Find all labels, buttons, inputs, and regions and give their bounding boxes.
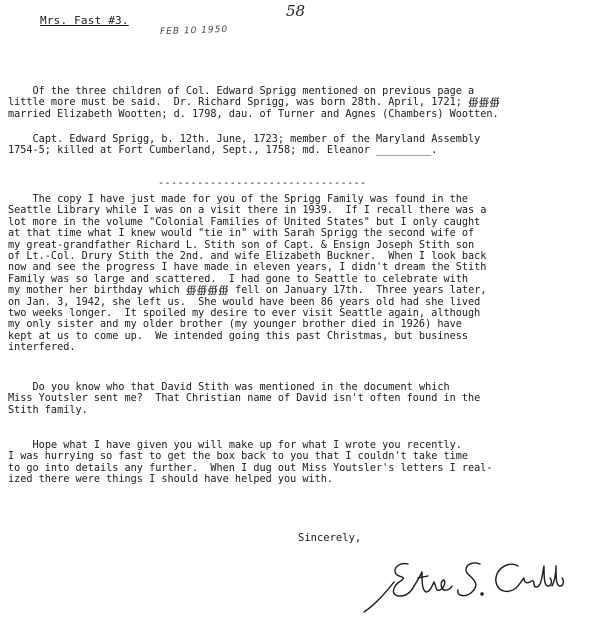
paragraph-david-stith: Do you know who that David Stith was mentioned in the document which Miss Youtsler sent me? That Christian name of David isn't often found in the Stith family. [8, 382, 481, 416]
closing-salutation: Sincerely, [298, 532, 362, 544]
recipient-heading: Mrs. Fast #3. [40, 14, 129, 27]
page-number: 58 [286, 2, 306, 20]
signature-graphic [356, 546, 566, 618]
date-stamp: FEB 10 1950 [159, 24, 229, 38]
paragraph-seattle-library: The copy I have just made for you of the Sprigg Family was found in the Seattle Library while I was on a visit there in 1939. If I recall there was a lot more in the volume "Colonial Families of United States" but I only caught at that time what I knew would "tie in" with Sarah Sprigg the second wife of my great-grandfather Richard L. Stith son of Capt. & Ensign Joseph Stith son of Lt.-Col. Drury Stith the 2nd. and wife Elizabeth Buckner. When I look back now and see the progress I have made in eleven years, I didn't dream the Stith Family was so large and scattered. I had gone to Seattle to celebrate with my mother her birthday which ∰∰∰∰ fell on January 17th. Three years later, on Jan. 3, 1942, she left us. She would have been 86 years old had she lived two weeks longer. It spoiled my desire to ever visit Seattle again, although my only sister and my older brother (my younger brother died in 1926) have kept at us to come up. We intended going this past Christmas, but business interfered. [8, 194, 487, 354]
handwritten-signature [356, 546, 566, 618]
section-divider: -------------------------------- [158, 178, 367, 189]
paragraph-capt-edward-sprigg: Capt. Edward Sprigg, b. 12th. June, 1723; member of the Maryland Assembly 1754-5; killed at Fort Cumberland, Sept., 1758; md. Eleanor _________. [8, 134, 481, 157]
paragraph-sprigg-children: Of the three children of Col. Edward Sprigg mentioned on previous page a little more must be said. Dr. Richard Sprigg, was born 28th. April, 1721; ∰∰∰ married Elizabeth Wootten; d. 1798, dau. of Turner and Agnes (Chambers) Wootten. [8, 86, 501, 120]
paragraph-closing-remarks: Hope what I have given you will make up for what I wrote you recently. I was hurrying so fast to get the box back to you that I couldn't take time to go into details any further. When I dug out Miss Youtsler's letters I real- ized there were things I should have helped you with. [8, 440, 493, 486]
